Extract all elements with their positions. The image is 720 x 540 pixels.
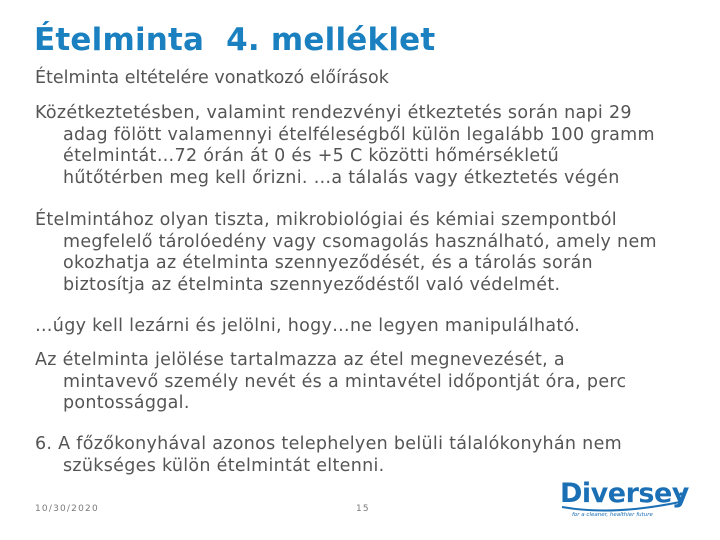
paragraph-line: okozhatja az ételminta szennyeződését, és a tárolás során <box>63 253 593 273</box>
footer-page-number: 15 <box>356 504 370 514</box>
slide-title: Ételminta 4. melléklet <box>34 22 436 58</box>
paragraph-line: adag fölött valamennyi ételféleségből külön legalább 100 gramm <box>63 124 655 145</box>
paragraph-line: szükséges külön ételmintát eltenni. <box>63 455 385 476</box>
paragraph-line: ételmintát…72 órán át 0 és +5 C közötti hőmérsékletű <box>63 146 560 166</box>
paragraph-line: megfelelő tárolóedény vagy csomagolás használható, amely nem <box>63 231 657 252</box>
paragraph-line: Közétkeztetésben, valamint rendezvényi étkeztetés során napi 29 <box>35 103 632 123</box>
paragraph-line: …úgy kell lezárni és jelölni, hogy…ne legyen manipulálható. <box>35 316 581 336</box>
paragraph-labeling <box>35 350 695 415</box>
paragraph-line: biztosítja az ételminta szennyeződéstől való védelmét. <box>63 274 561 295</box>
logo-tagline: for a cleaner, healthier future <box>572 512 653 518</box>
footer-date: 10/30/2020 <box>35 504 99 514</box>
paragraph-line: Az ételminta jelölése tartalmazza az étel megnevezését, a <box>35 350 565 370</box>
paragraph-line: mintavevő személy nevét és a mintavétel időpontját óra, perc <box>63 371 627 392</box>
paragraph-sealing <box>35 316 695 338</box>
paragraph-line: Ételmintához olyan tiszta, mikrobiológiai és kémiai szempontból <box>35 210 617 230</box>
diversey-logo <box>552 476 688 524</box>
paragraph-container-requirements <box>35 210 695 296</box>
paragraph-serving-kitchen <box>35 434 695 477</box>
paragraph-sample-storage <box>35 103 695 189</box>
paragraph-line: hűtőtérben meg kell őrizni. …a tálalás vagy étkeztetés végén <box>63 167 620 188</box>
logo-wordmark: Diversey <box>560 478 689 509</box>
slide-subtitle: Ételminta eltételére vonatkozó előírások <box>35 68 389 88</box>
paragraph-line: 6. A főzőkonyhával azonos telephelyen belüli tálalókonyhán nem <box>35 434 622 454</box>
paragraph-line: pontossággal. <box>63 393 190 413</box>
